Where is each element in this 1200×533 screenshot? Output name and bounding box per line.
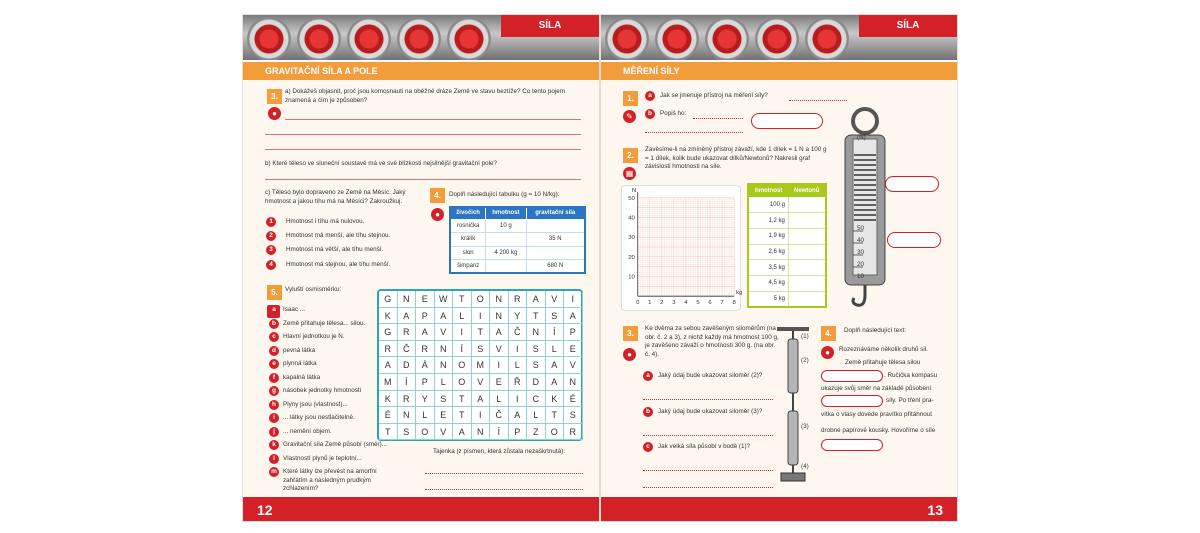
answer-line[interactable] <box>265 179 581 180</box>
grid-letter[interactable]: N <box>490 308 509 325</box>
grid-letter[interactable]: A <box>435 308 454 325</box>
grid-letter[interactable]: A <box>398 308 417 325</box>
grid-letter[interactable]: Č <box>509 324 528 341</box>
grid-letter[interactable]: Č <box>490 407 509 424</box>
table-row <box>450 246 585 260</box>
grid-letter[interactable]: A <box>546 357 565 374</box>
answer-line[interactable] <box>285 119 581 120</box>
force-cell[interactable] <box>788 213 826 229</box>
x-axis-label: kg <box>736 290 743 297</box>
x-tick-label: 0 <box>636 300 640 307</box>
question-3c-text: c) Těleso bylo dopraveno ze Země na Měsíc. Jaký hmotnost a jakou tíhu má na Měsíci? Zakroužkuj. <box>265 189 406 205</box>
clue-letter-marker: f <box>269 373 279 383</box>
answer-line[interactable] <box>789 100 847 101</box>
grid-letter[interactable]: O <box>416 424 435 441</box>
hanging-scales-illustration <box>775 327 811 485</box>
grid-letter[interactable]: T <box>546 407 565 424</box>
grid-letter[interactable]: Z <box>527 424 546 441</box>
table-header: živočich <box>450 207 486 219</box>
grid-letter[interactable]: Y <box>509 308 528 325</box>
x-tick-label: 1 <box>648 300 652 307</box>
grid-letter[interactable]: G <box>379 291 398 308</box>
answer-line[interactable] <box>425 473 583 474</box>
grid-letter[interactable]: S <box>546 308 565 325</box>
question-3b-text: Jaký údaj bude ukazovat siloměr (3)? <box>658 408 763 415</box>
section-title: GRAVITAČNÍ SÍLA A POLE <box>265 66 378 76</box>
clue-text: kapalná látka <box>283 373 321 381</box>
page-footer <box>601 497 957 521</box>
clue-text: Plyny jsou (vlastnost)... <box>283 400 348 408</box>
grid-letter[interactable]: Č <box>398 341 417 358</box>
grid-letter[interactable]: V <box>546 291 565 308</box>
lightbulb-icon: ● <box>623 348 636 361</box>
fill-text: Rozeznáváme několik druhů sil. <box>839 346 928 353</box>
grid-letter[interactable]: L <box>453 308 472 325</box>
grid-letter[interactable]: Á <box>416 357 435 374</box>
option-text[interactable]: Hmotnost má menší, ale tíhu stejnou. <box>286 232 391 239</box>
grid-letter[interactable]: A <box>546 374 565 391</box>
grid-letter[interactable]: L <box>527 407 546 424</box>
grid-letter[interactable]: R <box>564 424 583 441</box>
table-cell: rosnička <box>450 219 486 233</box>
clue-letter-marker: c <box>269 332 279 342</box>
grid-letter[interactable]: N <box>435 341 454 358</box>
table-header: Newtonů <box>788 184 826 197</box>
grid-letter[interactable]: N <box>490 291 509 308</box>
pencil-icon: ✎ <box>623 110 636 123</box>
grid-letter[interactable]: T <box>453 291 472 308</box>
answer-line[interactable] <box>643 487 773 488</box>
grid-letter[interactable]: N <box>398 291 417 308</box>
grid-letter[interactable]: N <box>435 357 454 374</box>
option-text[interactable]: Hmotnost má větší, ale tíhu menší. <box>286 246 384 253</box>
table-cell: slon <box>450 246 486 260</box>
lightbulb-icon: ● <box>431 208 444 221</box>
clue-letter-marker: j <box>269 427 279 437</box>
clue-letter-marker: a <box>269 305 279 315</box>
mass-cell: 4,5 kg <box>748 275 788 291</box>
grid-letter[interactable]: G <box>379 324 398 341</box>
grid-letter[interactable]: S <box>472 341 491 358</box>
grid-letter[interactable]: R <box>509 291 528 308</box>
answer-line[interactable] <box>265 149 581 150</box>
grid-letter[interactable]: M <box>379 374 398 391</box>
clue-letter-marker: h <box>269 400 279 410</box>
grid-letter[interactable]: V <box>490 341 509 358</box>
question-3c-text: Jak velká síla působí v bodě (1)? <box>658 443 751 450</box>
grid-letter[interactable]: I <box>472 308 491 325</box>
force-cell[interactable] <box>788 244 826 260</box>
grid-letter[interactable]: P <box>564 324 583 341</box>
label-answer-box[interactable] <box>887 232 941 248</box>
table-row <box>748 213 826 229</box>
mass-force-table <box>747 183 827 308</box>
lightbulb-icon: ● <box>821 346 834 359</box>
grid-letter[interactable]: R <box>416 341 435 358</box>
answer-line[interactable] <box>693 118 743 119</box>
grid-letter[interactable]: E <box>490 374 509 391</box>
option-number-1: 1 <box>266 217 276 227</box>
table-row <box>748 228 826 244</box>
clue-letter-marker: d <box>269 346 279 356</box>
answer-line[interactable] <box>265 134 581 135</box>
mass-cell: 100 g <box>748 197 788 213</box>
grid-letter[interactable]: L <box>546 341 565 358</box>
question-3a-text: Jaký údaj bude ukazovat siloměr (2)? <box>658 372 763 379</box>
grid-letter[interactable]: Í <box>453 341 472 358</box>
grid-letter[interactable]: T <box>379 424 398 441</box>
clue-letter-marker: e <box>269 359 279 369</box>
x-tick-label: 7 <box>720 300 724 307</box>
grid-letter[interactable]: L <box>509 357 528 374</box>
clue-text: Které látky lze převést na amorfní zahřátím a následným prudkým zchlazením? <box>283 468 377 492</box>
grid-letter[interactable]: A <box>416 324 435 341</box>
point-label: (4) <box>801 463 809 470</box>
y-tick-label: 10 <box>628 274 635 281</box>
grid-letter[interactable]: O <box>453 357 472 374</box>
grid-letter[interactable]: C <box>527 391 546 408</box>
y-axis-label: N <box>631 187 637 194</box>
grid-letter[interactable]: A <box>509 407 528 424</box>
scale-mark: 40 <box>857 237 865 244</box>
option-number-4: 4 <box>266 260 276 270</box>
answer-line[interactable] <box>645 132 743 133</box>
grid-letter[interactable]: I <box>472 407 491 424</box>
question-3-text: Ke dvěma za sebou zavěšeným siloměrům (na obr. č. 2 a 3), z nichž každý má hmotnost 100 g, je zavěšeno závaží o hmotnosti 300 g. (na obr. č. 4). <box>645 325 779 358</box>
grid-letter[interactable]: V <box>435 324 454 341</box>
answer-line[interactable] <box>643 399 773 400</box>
x-tick-label: 8 <box>732 300 736 307</box>
table-row <box>748 244 826 260</box>
option-number-3: 3 <box>266 245 276 255</box>
grid-letter[interactable]: V <box>564 357 583 374</box>
header-banner <box>601 15 957 61</box>
grid-letter[interactable]: S <box>435 391 454 408</box>
question-4-text: Doplň následující tabulku (g = 10 N/kg): <box>449 191 560 198</box>
grid-letter[interactable]: S <box>564 407 583 424</box>
point-label: (1) <box>801 333 809 340</box>
grid-letter[interactable]: Í <box>398 374 417 391</box>
subquestion-a-marker: a <box>643 371 653 381</box>
grid-letter[interactable]: S <box>527 341 546 358</box>
mass-cell: 1,2 kg <box>748 213 788 229</box>
grid-letter[interactable]: Ř <box>509 374 528 391</box>
grid-letter[interactable]: I <box>564 291 583 308</box>
grid-letter[interactable]: K <box>546 391 565 408</box>
table-row <box>748 197 826 213</box>
fill-text: . Ručička kompasu <box>884 372 938 379</box>
grid-letter[interactable]: R <box>398 391 417 408</box>
x-tick-label: 2 <box>660 300 664 307</box>
table-row <box>450 219 585 233</box>
page-number: 12 <box>257 502 273 518</box>
subquestion-b-marker: b <box>643 407 653 417</box>
grid-letter[interactable]: W <box>435 291 454 308</box>
grid-letter[interactable]: Í <box>546 324 565 341</box>
clue-text: ... látky jsou nestlačitelné. <box>283 414 355 421</box>
question-3b-text: b) Které těleso ve sluneční soustavě má ve své blízkosti nejsilnější gravitační pole? <box>265 160 498 167</box>
table-row <box>748 291 826 307</box>
fill-blank[interactable] <box>821 370 883 382</box>
grid-letter[interactable]: D <box>527 374 546 391</box>
section-title: MĚŘENÍ SÍLY <box>623 66 680 76</box>
grid-letter[interactable]: O <box>453 374 472 391</box>
mass-cell: 2,6 kg <box>748 244 788 260</box>
table-cell: 35 N <box>526 233 585 247</box>
table-cell: 680 N <box>526 260 585 274</box>
table-cell[interactable] <box>486 233 526 247</box>
table-row <box>748 275 826 291</box>
grid-letter[interactable]: É <box>379 407 398 424</box>
fill-blank[interactable] <box>821 439 883 451</box>
fill-text: síly. Po tření pra- <box>886 397 934 404</box>
clue-text: plynná látka <box>283 360 317 367</box>
force-mass-chart[interactable] <box>621 185 741 311</box>
clue-letter-marker: m <box>269 467 279 477</box>
grid-letter[interactable]: R <box>379 341 398 358</box>
grid-letter[interactable]: P <box>509 424 528 441</box>
table-row <box>748 260 826 276</box>
table-cell: králík <box>450 233 486 247</box>
clue-text: Isaac ... <box>283 306 306 313</box>
question-1a-text: Jak se jmenuje přístroj na měření síly? <box>660 92 768 99</box>
grid-letter[interactable]: A <box>527 291 546 308</box>
question-3-number: 3. <box>267 89 282 104</box>
grid-letter[interactable]: D <box>398 357 417 374</box>
scale-mark: 30 <box>857 249 865 256</box>
grid-letter[interactable]: P <box>416 308 435 325</box>
question-4-text: Doplň následující text: <box>844 327 906 334</box>
grid-letter[interactable]: K <box>379 308 398 325</box>
grid-letter[interactable]: E <box>435 407 454 424</box>
mass-cell: 3,5 kg <box>748 260 788 276</box>
grid-letter[interactable]: O <box>546 424 565 441</box>
label-answer-box[interactable] <box>885 176 939 192</box>
section-title-bar <box>601 60 957 80</box>
grid-letter[interactable]: Y <box>416 391 435 408</box>
grid-letter[interactable]: N <box>564 374 583 391</box>
x-tick-label: 5 <box>696 300 700 307</box>
table-cell: 10 g <box>486 219 526 233</box>
clue-text: pevná látka <box>283 346 316 354</box>
grid-letter[interactable]: N <box>398 407 417 424</box>
question-3a-text: a) Dokážeš objasnit, proč jsou komosnauti na oběžné dráze Země ve stavu beztíže? Co tento pojem znamená a čím je způsoben? <box>285 88 566 104</box>
answer-line[interactable] <box>643 470 773 471</box>
clue-text: násobek jednotky hmotnosti <box>283 387 362 394</box>
page-footer <box>243 497 599 521</box>
word-search-grid[interactable] <box>377 289 583 441</box>
grid-letter[interactable]: I <box>453 324 472 341</box>
table-header: hmotnost <box>486 207 526 219</box>
grid-letter[interactable]: T <box>453 407 472 424</box>
point-label: (3) <box>801 423 809 430</box>
grid-letter[interactable]: E <box>416 291 435 308</box>
clue-letter-marker: g <box>269 386 279 396</box>
grid-letter[interactable]: A <box>453 424 472 441</box>
option-number-2: 2 <box>266 231 276 241</box>
question-2-number: 2. <box>623 148 638 163</box>
point-label: (2) <box>801 357 809 364</box>
grid-letter[interactable]: L <box>416 407 435 424</box>
grid-letter[interactable]: A <box>379 357 398 374</box>
banner-title: SÍLA <box>501 15 599 37</box>
x-tick-label: 3 <box>672 300 676 307</box>
table-cell[interactable] <box>486 260 526 274</box>
fill-text: Země přitahuje tělesa silou <box>845 359 921 366</box>
subquestion-c-marker: c <box>643 442 653 452</box>
answer-line[interactable] <box>425 489 583 490</box>
mass-cell: 1,9 kg <box>748 228 788 244</box>
table-cell[interactable] <box>526 219 585 233</box>
x-tick-label: 6 <box>708 300 712 307</box>
grid-letter[interactable]: R <box>398 324 417 341</box>
calculator-icon: ▦ <box>623 167 636 180</box>
lightbulb-icon: ● <box>268 107 281 120</box>
scale-mark: 50 <box>857 225 865 232</box>
answer-line[interactable] <box>643 435 773 436</box>
grid-letter[interactable]: I <box>509 341 528 358</box>
question-3-number: 3. <box>623 326 638 341</box>
table-cell: šimpanz <box>450 260 486 274</box>
grid-letter[interactable]: P <box>416 374 435 391</box>
force-cell[interactable] <box>788 275 826 291</box>
grid-letter[interactable]: A <box>564 308 583 325</box>
scale-unit-label: (N) <box>857 134 866 141</box>
section-title-bar <box>243 60 599 80</box>
grid-letter[interactable]: I <box>490 357 509 374</box>
grid-letter[interactable]: M <box>472 357 491 374</box>
clue-text: Hlavní jednotkou je N. <box>283 333 345 340</box>
grid-letter[interactable]: V <box>472 374 491 391</box>
y-tick-label: 20 <box>628 254 635 261</box>
y-tick-label: 30 <box>628 235 635 242</box>
clue-letter-marker: k <box>269 440 279 450</box>
force-cell[interactable] <box>788 260 826 276</box>
option-text[interactable]: Hmotnost i tíhu má nulovou. <box>286 218 365 225</box>
question-4-number: 4. <box>430 188 445 203</box>
y-tick-label: 50 <box>628 195 635 202</box>
fill-text: ukazuje svůj směr na základě působení <box>821 385 932 392</box>
mass-cell: 5 kg <box>748 291 788 307</box>
clue-letter-marker: l <box>269 454 279 464</box>
left-page <box>242 14 600 522</box>
tajenka-label: Tajenka (z písmen, která zůstala nezaškrtnutá): <box>433 448 565 455</box>
fill-blank[interactable] <box>821 395 883 407</box>
grid-letter[interactable]: Í <box>490 424 509 441</box>
page-number: 13 <box>927 502 943 518</box>
force-cell[interactable] <box>788 228 826 244</box>
clue-letter-marker: b <box>269 319 279 329</box>
animal-table <box>449 206 586 274</box>
scale-mark: 10 <box>857 273 865 280</box>
grid-letter[interactable]: N <box>472 424 491 441</box>
table-cell: 4 200 kg <box>486 246 526 260</box>
subquestion-a-marker: a <box>645 91 655 101</box>
label-answer-box[interactable] <box>751 113 823 129</box>
question-5-number: 5. <box>267 285 282 300</box>
question-1b-text: Popiš ho: <box>660 110 687 117</box>
subquestion-b-marker: b <box>645 109 655 119</box>
question-4-number: 4. <box>821 326 836 341</box>
banner-title: SÍLA <box>859 15 957 37</box>
grid-letter[interactable]: O <box>472 291 491 308</box>
x-tick-label: 4 <box>684 300 688 307</box>
grid-letter[interactable]: A <box>472 391 491 408</box>
force-cell[interactable] <box>788 291 826 307</box>
table-row <box>450 233 585 247</box>
clue-letter-marker: i <box>269 413 279 423</box>
table-cell[interactable] <box>526 246 585 260</box>
fill-text: vítka o vlasy dovede pravítko přitáhnout <box>821 411 932 418</box>
scale-mark: 20 <box>857 261 865 268</box>
grid-letter[interactable]: L <box>435 374 454 391</box>
question-1-number: 1. <box>623 91 638 106</box>
grid-letter[interactable]: S <box>398 424 417 441</box>
table-row <box>450 260 585 274</box>
clue-text: Gravitační síla Země působí (směr)... <box>283 441 387 448</box>
grid-letter[interactable]: T <box>527 308 546 325</box>
question-2-text: Zavěsíme-li na zmíněný přístroj závaží, kde 1 dílek = 1 N a 100 g = 1 dílek, kolik bude ukazovat dílků/Newtonů? Nakresli graf závislosti hmotnosti na síle. <box>645 146 827 170</box>
table-header: hmotnost <box>748 184 788 197</box>
table-header: gravitační síla <box>526 207 585 219</box>
clue-text: Země přitahuje tělesa... silou. <box>283 319 366 327</box>
y-tick-label: 40 <box>628 215 635 222</box>
clue-text: Vlastností plynů je teplotní... <box>283 454 362 462</box>
question-5-text: Vyluští osmisměrku: <box>285 286 342 293</box>
grid-letter[interactable]: L <box>490 391 509 408</box>
grid-letter[interactable]: É <box>564 391 583 408</box>
grid-letter[interactable]: N <box>527 324 546 341</box>
grid-letter[interactable]: S <box>527 357 546 374</box>
grid-letter[interactable]: E <box>564 341 583 358</box>
header-banner <box>243 15 599 61</box>
grid-letter[interactable]: V <box>435 424 454 441</box>
clue-text: ... nemění objem. <box>283 427 332 435</box>
fill-text: drobné papírové kousky. Hovoříme o síle <box>821 427 936 434</box>
grid-letter[interactable]: T <box>472 324 491 341</box>
right-page <box>600 14 958 522</box>
grid-letter[interactable]: I <box>509 391 528 408</box>
grid-letter[interactable]: A <box>490 324 509 341</box>
option-text[interactable]: Hmotnost má stejnou, ale tíhu menší. <box>286 261 391 268</box>
grid-letter[interactable]: T <box>453 391 472 408</box>
force-cell[interactable] <box>788 197 826 213</box>
grid-letter[interactable]: K <box>379 391 398 408</box>
